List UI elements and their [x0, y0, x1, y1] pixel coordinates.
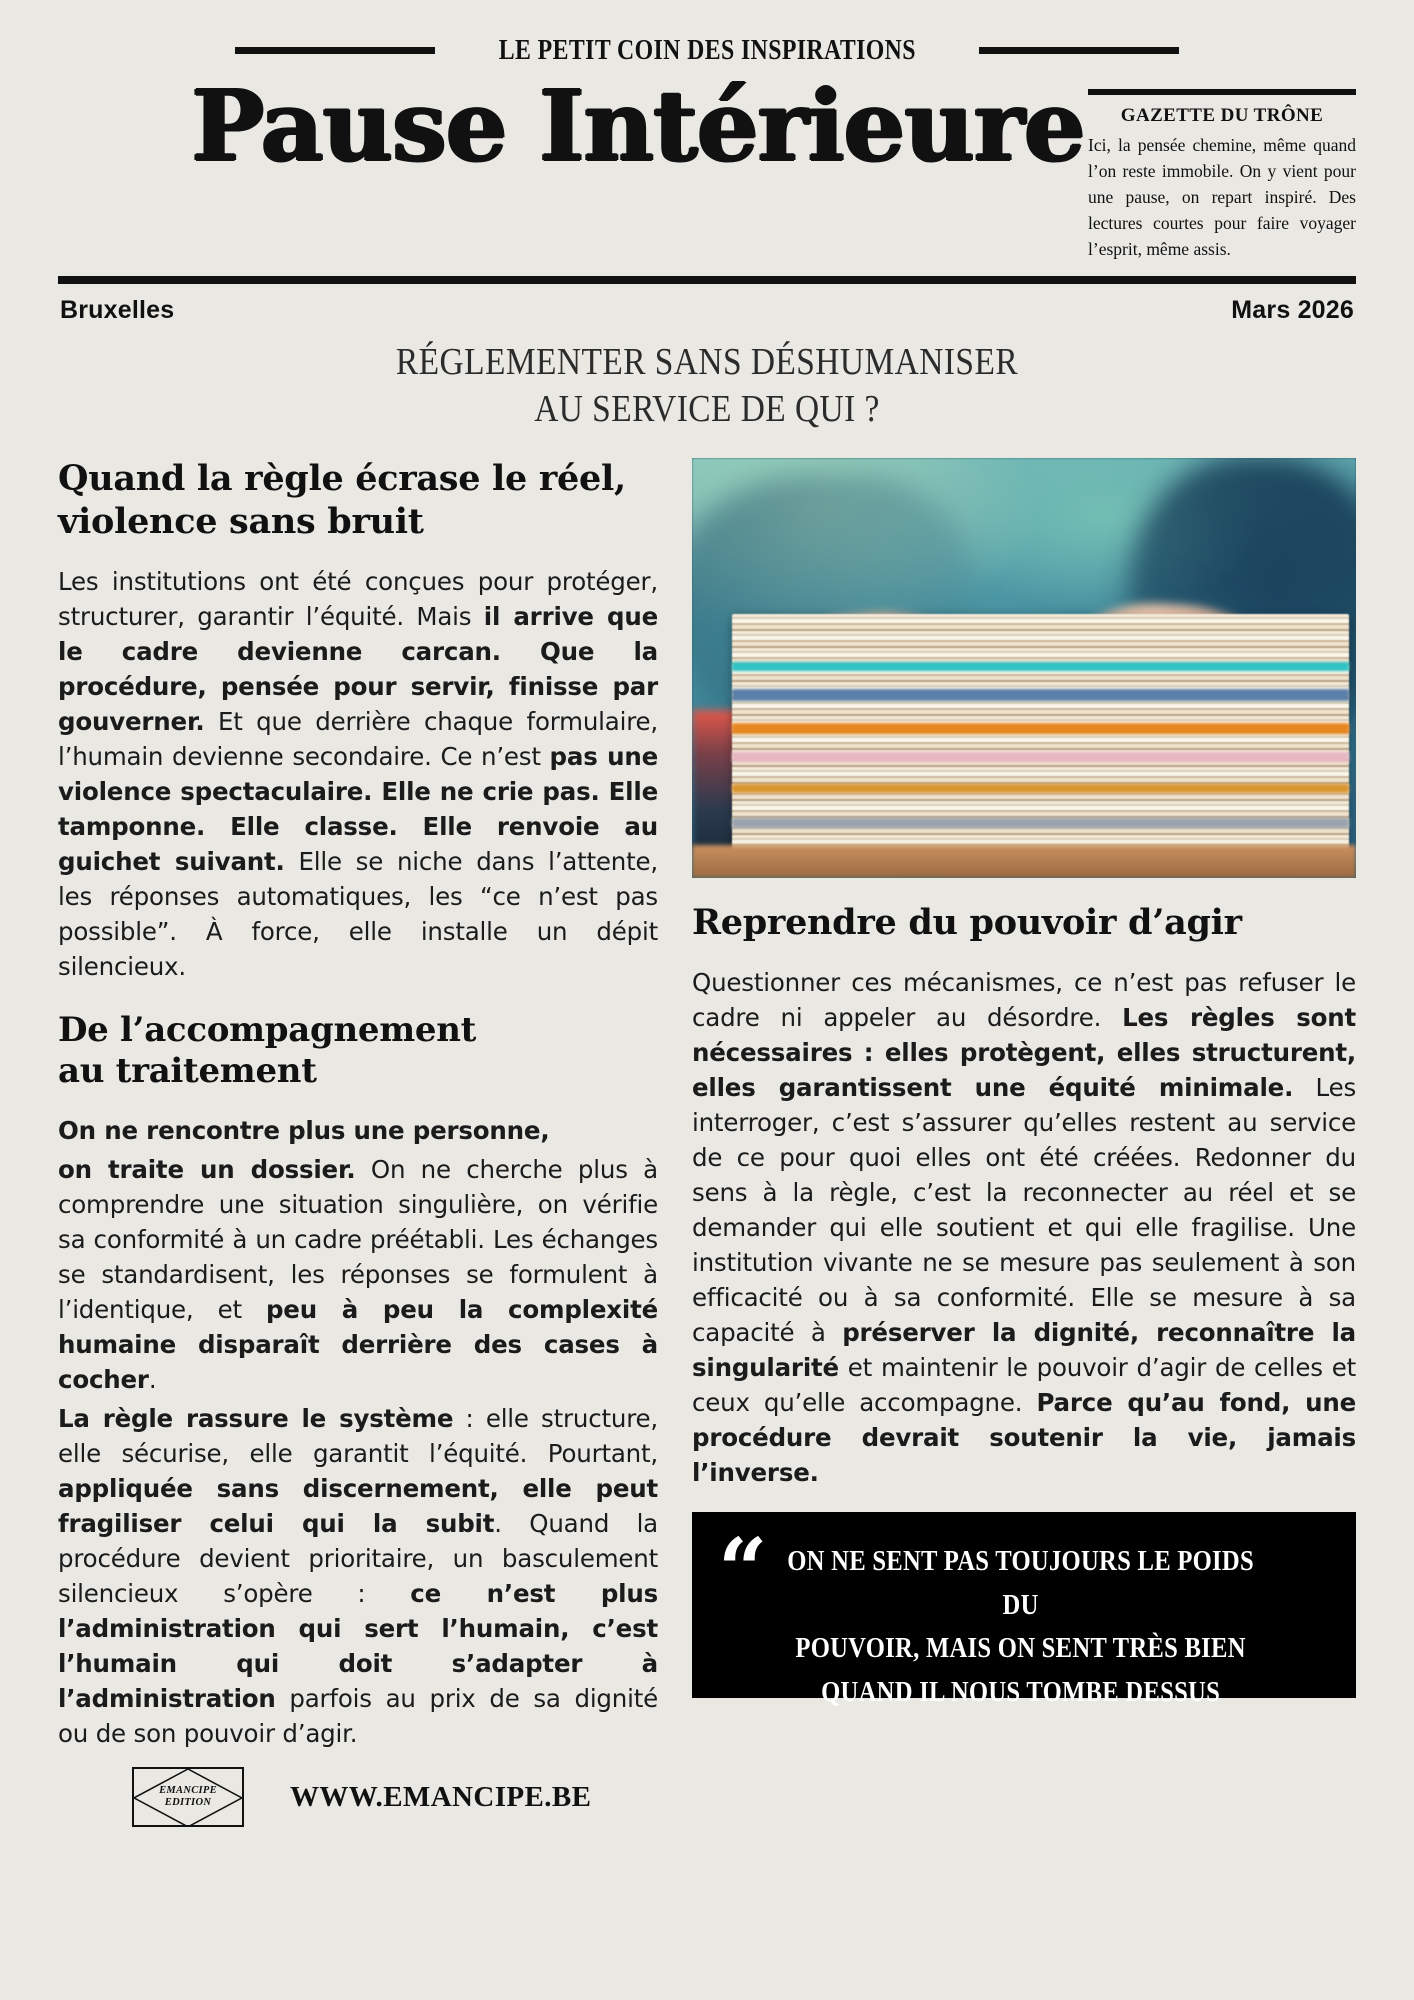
footer [58, 1767, 1356, 1827]
hands-on-paper-stack-photo [692, 458, 1356, 878]
masthead-sidebar-body: Ici, la pensée chemine, même quand l’on reste immobile. On y vient pour une pause, on repart inspiré. Des lectures courtes pour faire voyager l’esprit, même assis. [1088, 135, 1356, 259]
logo-text-line-1: EMANCIPE [159, 1785, 217, 1797]
text-run-bold: Parce qu’au fond, une procédure devrait soutenir la vie, jamais l’inverse. [692, 1388, 1356, 1488]
logo-text-line-2: EDITION [164, 1797, 212, 1809]
quote-line-3: QUAND IL NOUS TOMBE DESSUS [821, 1676, 1221, 1708]
section-gap [58, 984, 658, 1010]
text-run: . [148, 1365, 157, 1395]
quote-line-1: ON NE SENT PAS TOUJOURS LE POIDS DU [787, 1546, 1255, 1621]
text-run-bold: peu à peu la complexité humaine disparaît derrière des cases à cocher [58, 1295, 659, 1395]
kicker-row [58, 34, 1356, 67]
deck-line-2: AU SERVICE DE QUI ? [534, 387, 880, 430]
page-title: Pause Intérieure [191, 69, 1085, 183]
pull-quote-text [781, 1536, 1260, 1714]
right-headline: Reprendre du pouvoir d’agir [692, 902, 1242, 944]
right-column [692, 458, 1356, 1751]
website-url[interactable]: WWW.EMANCIPE.BE [290, 1780, 592, 1813]
photo-paper-stack [732, 614, 1350, 858]
left-paragraph-2-lead [58, 1113, 658, 1148]
photo-band-pink [732, 752, 1350, 762]
deck [136, 339, 1278, 432]
kicker-rule-right [979, 47, 1179, 54]
left-headline-2-line-2: au traitement [58, 1051, 317, 1092]
right-paragraph-1 [692, 965, 1356, 1490]
text-run: Elle se niche dans l’attente, les réponses automatiques, les “ce n’est pas possible”. À force, elle installe un dépit silencieux. [58, 846, 658, 981]
text-run-bold: La règle rassure le système [58, 1404, 454, 1434]
left-paragraph-3 [58, 1401, 658, 1751]
dateline [58, 284, 1356, 325]
masthead-sidebar-rule [1088, 89, 1356, 95]
text-run: On ne cherche plus à comprendre une situation singulière, on vérifie sa conformité à un cadre préétabli. Les échanges se standardisent, les réponses se formulent à l’identique, et [58, 1154, 658, 1325]
left-paragraph-2 [58, 1152, 658, 1397]
left-headline-2 [58, 1010, 658, 1093]
article-columns [58, 458, 1356, 1751]
text-run: . Quand la procédure devient prioritaire, un basculement silencieux s’opère : [58, 1509, 659, 1609]
text-run: : elle structure, elle sécurise, elle garantit l’équité. Pourtant, [58, 1404, 658, 1469]
masthead-sidebar-title: GAZETTE DU TRÔNE [1120, 105, 1324, 126]
left-headline-1-line-1: Quand la règle écrase le réel, [58, 458, 626, 500]
quote-mark-icon: “ [718, 1520, 768, 1622]
photo-desk-surface [692, 845, 1356, 879]
text-run: Les institutions ont été conçues pour protéger, structurer, garantir l’équité. Mais [58, 566, 658, 631]
text-run-bold: préserver la dignité, reconnaître la singularité [692, 1318, 1356, 1383]
masthead [58, 0, 1356, 432]
photo-band-grey [732, 818, 1350, 828]
photo-band-blue [732, 689, 1350, 701]
kicker-text: LE PETIT COIN DES INSPIRATIONS [498, 34, 916, 66]
text-run: et maintenir le pouvoir d’agir de celles et ceux qu’elle accompagne. [692, 1353, 1356, 1418]
dateline-date: Mars 2026 [1231, 296, 1354, 325]
masthead-sidebar [1088, 69, 1356, 262]
left-column [58, 458, 658, 1751]
emancipe-logo-icon [132, 1767, 244, 1827]
quote-line-2: POUVOIR, MAIS ON SENT TRÈS BIEN [795, 1633, 1247, 1665]
logo-text [159, 1785, 217, 1810]
left-headline-2-line-1: De l’accompagnement [58, 1009, 477, 1050]
left-headline-1 [58, 458, 658, 543]
text-run-bold: On ne rencontre plus une personne, [58, 1115, 550, 1145]
pull-quote-box [692, 1512, 1356, 1708]
deck-line-1: RÉGLEMENTER SANS DÉSHUMANISER [395, 341, 1019, 384]
text-run-bold: on traite un dossier. [58, 1154, 356, 1184]
text-run-bold: appliquée sans discernement, elle peut fragiliser celui qui la subit [58, 1474, 658, 1539]
text-run-bold: pas une violence spectaculaire. Elle ne crie pas. Elle tamponne. Elle classe. Elle renvoie au guichet suivant. [58, 741, 658, 876]
photo-band-amber [732, 784, 1350, 793]
text-run: Et que derrière chaque formulaire, l’humain devienne secondaire. Ce n’est [58, 706, 658, 771]
text-run-bold: il arrive que le cadre devienne carcan. Que la procédure, pensée pour servir, finisse par gouverner. [58, 601, 658, 736]
left-paragraph-1 [58, 564, 658, 984]
text-run: parfois au prix de sa dignité ou de son pouvoir d’agir. [58, 1684, 658, 1749]
text-run: Questionner ces mécanismes, ce n’est pas refuser le cadre ni appeler au désordre. [692, 967, 1356, 1032]
title-row [58, 69, 1356, 262]
photo-band-teal [732, 662, 1350, 671]
photo-band-orange [732, 723, 1350, 734]
kicker-rule-left [235, 47, 435, 54]
text-run: Les interroger, c’est s’assurer qu’elles restent au service de ce pour quoi elles ont été créées. Redonner du sens à la règle, c’est la reconnecter au réel et se demander qui elle soutient et qui elle fragilise. Une institution vivante ne se mesure pas seulement à son efficacité ou à sa conformité. Elle se mesure à sa capacité à [692, 1072, 1357, 1348]
left-headline-1-line-2: violence sans bruit [58, 500, 424, 542]
dateline-city: Bruxelles [60, 296, 175, 325]
text-run-bold: ce n’est plus l’administration qui sert l’humain, c’est l’humain qui doit s’adapter à l’administration [58, 1579, 658, 1714]
masthead-divider [58, 276, 1356, 284]
text-run-bold: Les règles sont nécessaires : elles protègent, elles structurent, elles garantissent une équité minimale. [692, 1002, 1356, 1102]
